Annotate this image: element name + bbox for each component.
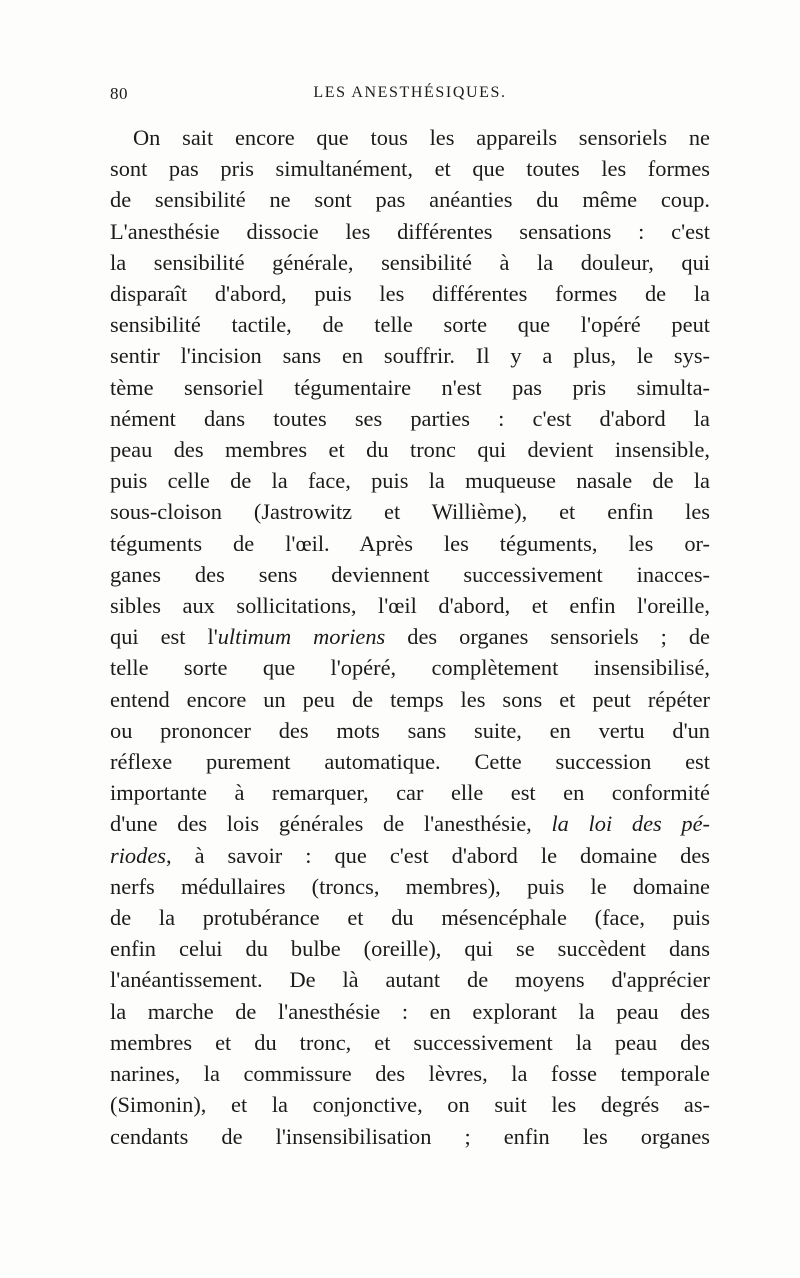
body-paragraph — [110, 122, 710, 1152]
text-line — [110, 964, 710, 995]
text-segment: sibles aux sollicitations, l'œil d'abord, et enfin l'oreille, — [110, 593, 710, 619]
text-segment: enfin celui du bulbe (oreille), qui se succèdent dans — [110, 936, 710, 962]
text-segment: l'anéantissement. De là autant de moyens d'apprécier — [110, 967, 710, 993]
text-segment: sous-cloison (Jastrowitz et Willième), et enfin les — [110, 499, 710, 525]
text-line — [110, 1058, 710, 1089]
text-line — [110, 1027, 710, 1058]
text-segment: sont pas pris simultanément, et que toutes les formes — [110, 156, 710, 182]
text-line — [110, 434, 710, 465]
text-line — [110, 933, 710, 964]
text-line — [110, 808, 710, 839]
text-line — [110, 746, 710, 777]
running-head — [110, 84, 710, 108]
text-segment: des organes sensoriels ; de — [385, 624, 710, 650]
italic-phrase: ultimum moriens — [217, 624, 386, 650]
text-segment: nerfs médullaires (troncs, membres), puis le domaine — [110, 873, 710, 899]
text-segment: entend encore un peu de temps les sons et peut répéter — [110, 686, 710, 712]
text-segment: On sait encore que tous les appareils sensoriels ne — [133, 125, 710, 150]
text-line — [110, 216, 710, 247]
text-segment: cendants de l'insensibilisation ; enfin les organes — [110, 1123, 710, 1149]
text-segment: ganes des sens deviennent successivement inacces- — [110, 561, 710, 587]
text-line — [110, 621, 710, 652]
text-line — [110, 1089, 710, 1120]
text-line — [110, 122, 710, 153]
italic-phrase: riodes — [110, 842, 166, 868]
text-line — [110, 684, 710, 715]
running-title: LES ANESTHÉSIQUES. — [313, 84, 507, 101]
text-segment: peau des membres et du tronc qui devient insensible, — [110, 437, 710, 463]
text-line — [110, 340, 710, 371]
text-segment: la marche de l'anesthésie : en explorant la peau des — [110, 998, 710, 1024]
text-line — [110, 153, 710, 184]
text-segment: de la protubérance et du mésencéphale (face, puis — [110, 905, 710, 931]
text-segment: qui est l' — [110, 624, 218, 650]
text-segment: de sensibilité ne sont pas anéanties du même coup. — [110, 187, 710, 213]
text-segment: (Simonin), et la conjonctive, on suit les degrés as- — [110, 1092, 710, 1118]
text-segment: sensibilité tactile, de telle sorte que l'opéré peut — [110, 312, 710, 338]
text-segment: nément dans toutes ses parties : c'est d'abord la — [110, 405, 710, 431]
text-line — [110, 496, 710, 527]
text-line — [110, 372, 710, 403]
text-line — [110, 403, 710, 434]
text-line — [110, 996, 710, 1027]
text-line — [110, 840, 710, 871]
text-line — [110, 465, 710, 496]
page-number: 80 — [110, 84, 128, 103]
text-segment: L'anesthésie dissocie les différentes sensations : c'est — [110, 218, 710, 244]
text-segment: d'une des lois générales de l'anesthésie, — [110, 811, 552, 837]
text-line — [110, 184, 710, 215]
text-segment: telle sorte que l'opéré, complètement insensibilisé, — [110, 655, 710, 681]
text-line — [110, 715, 710, 746]
text-line — [110, 309, 710, 340]
text-line — [110, 528, 710, 559]
text-line — [110, 247, 710, 278]
text-segment: réflexe purement automatique. Cette succession est — [110, 749, 710, 775]
text-segment: puis celle de la face, puis la muqueuse nasale de la — [110, 468, 710, 494]
text-segment: importante à remarquer, car elle est en conformité — [110, 780, 710, 806]
text-segment: tème sensoriel tégumentaire n'est pas pris simulta- — [110, 374, 710, 400]
text-segment: , à savoir : que c'est d'abord le domaine des — [165, 842, 710, 868]
text-line — [110, 590, 710, 621]
text-line — [110, 278, 710, 309]
text-segment: sentir l'incision sans en souffrir. Il y a plus, le sys- — [110, 343, 710, 369]
text-line — [110, 1121, 710, 1152]
text-segment: disparaît d'abord, puis les différentes formes de la — [110, 281, 710, 307]
text-segment: la sensibilité générale, sensibilité à la douleur, qui — [110, 249, 710, 275]
text-segment: téguments de l'œil. Après les téguments, les or- — [110, 530, 710, 556]
text-line — [110, 902, 710, 933]
text-segment: ou prononcer des mots sans suite, en vertu d'un — [110, 717, 710, 743]
text-segment: membres et du tronc, et successivement la peau des — [110, 1029, 710, 1055]
text-segment: narines, la commissure des lèvres, la fosse temporale — [110, 1061, 710, 1087]
italic-phrase: la loi des pé- — [551, 811, 710, 837]
text-line — [110, 652, 710, 683]
text-line — [110, 777, 710, 808]
text-line — [110, 871, 710, 902]
text-line — [110, 559, 710, 590]
